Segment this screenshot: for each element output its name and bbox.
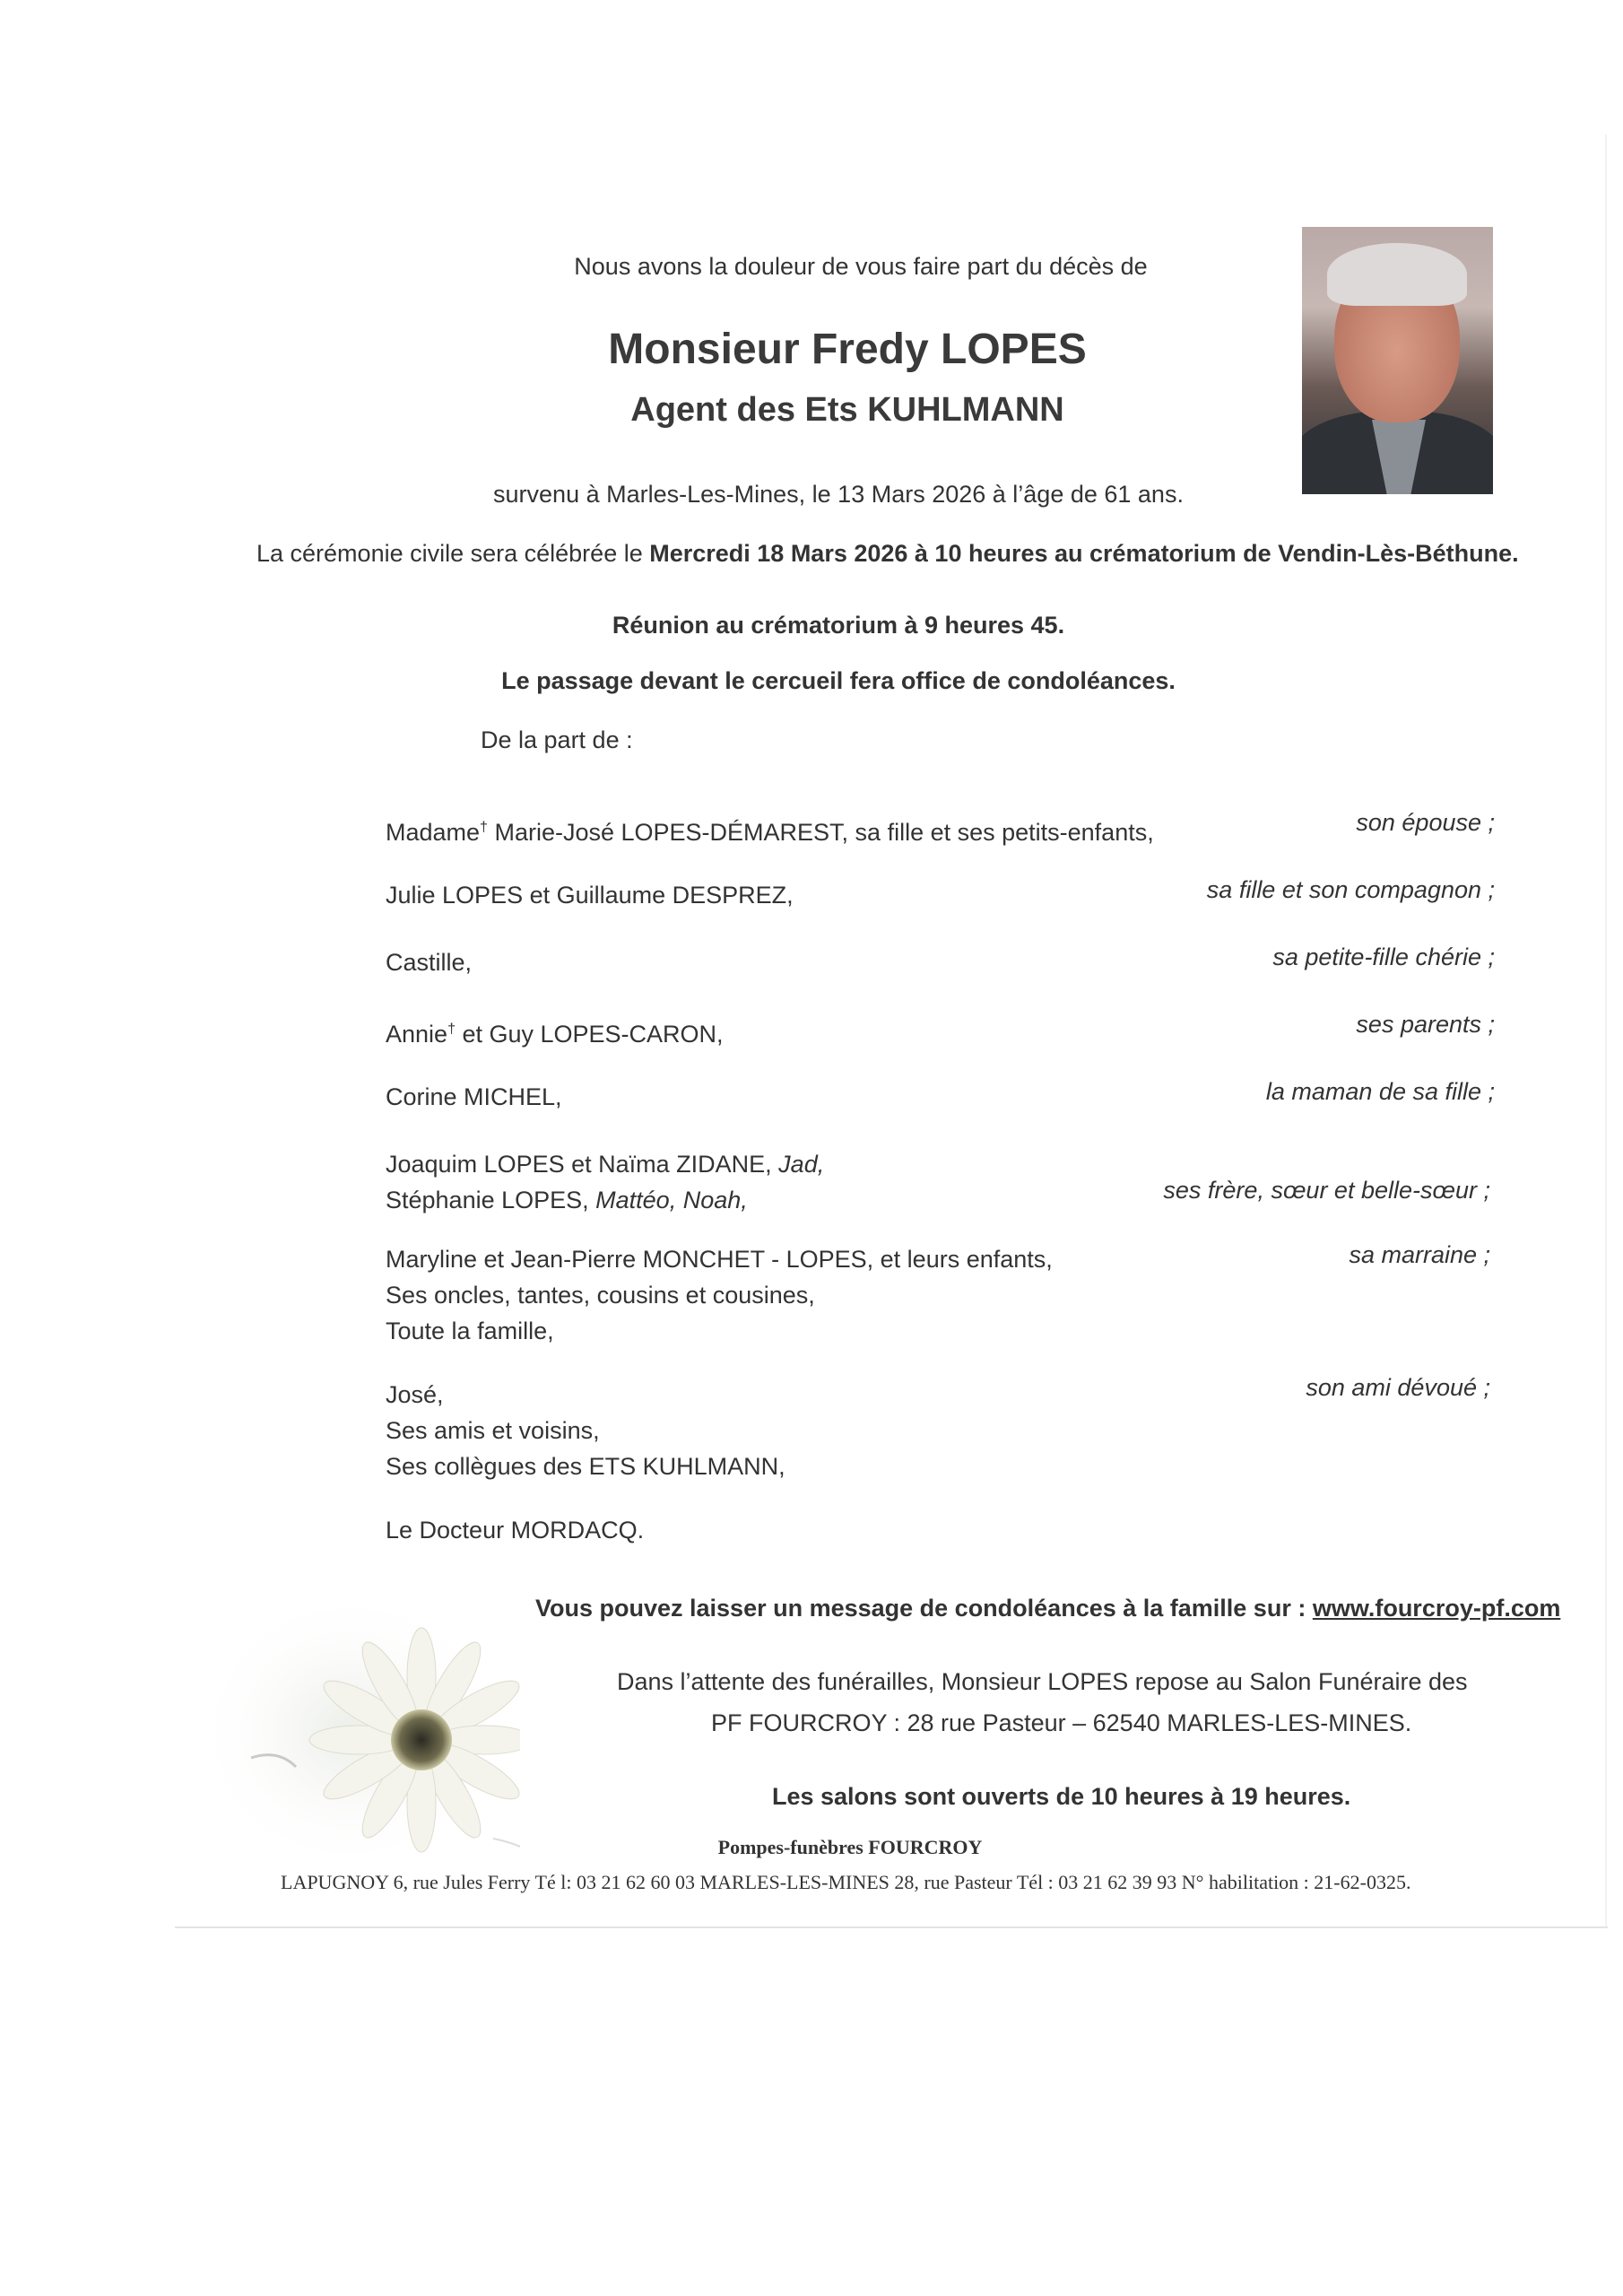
family-row-7a: Maryline et Jean-Pierre MONCHET - LOPES, et leurs enfants, (386, 1246, 1053, 1273)
deceased-job: Agent des Ets KUHLMANN (630, 391, 1064, 429)
family-row-4-pre: Annie (386, 1021, 448, 1048)
family-row-2: Julie LOPES et Guillaume DESPREZ, (386, 882, 794, 909)
family-row-5: Corine MICHEL, (386, 1083, 562, 1110)
family-relation-1: son épouse ; (1356, 809, 1495, 836)
family-relation-6: ses frère, sœur et belle-sœur ; (1163, 1177, 1490, 1204)
cross-mark: † (447, 1022, 456, 1037)
page-bottom-line (175, 1926, 1608, 1928)
family-row-8b: Ses amis et voisins, (386, 1417, 600, 1444)
ceremony-details: Mercredi 18 Mars 2026 à 10 heures au crématorium de Vendin-Lès-Béthune. (649, 540, 1519, 567)
salons-hours: Les salons sont ouverts de 10 heures à 19 heures. (772, 1783, 1351, 1810)
funeral-home-name: Pompes-funèbres FOURCROY (717, 1836, 983, 1858)
family-row-3: Castille, (386, 949, 473, 976)
family-row-6b-italic: Mattéo, Noah, (595, 1187, 748, 1213)
family-row-1 (386, 810, 1154, 850)
condolence-message (535, 1593, 1560, 1623)
family-row-6a-italic: Jad, (778, 1151, 825, 1178)
condolence-link[interactable]: www.fourcroy-pf.com (1312, 1595, 1561, 1622)
family-relation-3: sa petite-fille chérie ; (1272, 944, 1495, 970)
family-relation-5: la maman de sa fille ; (1265, 1078, 1495, 1105)
family-row-7c: Toute la famille, (386, 1318, 554, 1344)
family-relation-8: son ami dévoué ; (1306, 1374, 1490, 1401)
funeral-home-address: LAPUGNOY 6, rue Jules Ferry Té l: 03 21 62 60 03 MARLES-LES-MINES 28, rue Pasteur Tél : 03 21 62 39 93 N° habilitation : 21-62-0325. (281, 1871, 1411, 1893)
family-row-7b: Ses oncles, tantes, cousins et cousines, (386, 1282, 815, 1309)
death-info: survenu à Marles-Les-Mines, le 13 Mars 2026 à l’âge de 61 ans. (493, 481, 1184, 508)
intro-text: Nous avons la douleur de vous faire part du décès de (574, 253, 1148, 280)
condolence-message-text: Vous pouvez laisser un message de condoléances à la famille sur : (535, 1595, 1313, 1622)
meeting-info: Réunion au crématorium à 9 heures 45. (612, 612, 1065, 639)
family-relation-4: ses parents ; (1356, 1011, 1495, 1038)
ceremony-plain: La cérémonie civile sera célébrée le (256, 540, 650, 567)
wait-line-1: Dans l’attente des funérailles, Monsieur LOPES repose au Salon Funéraire des (617, 1668, 1468, 1695)
ceremony-info (256, 538, 1519, 569)
cross-mark: † (480, 820, 488, 835)
passage-info: Le passage devant le cercueil fera office de condoléances. (501, 667, 1176, 694)
family-row-6b (386, 1182, 748, 1218)
family-row-8c: Ses collègues des ETS KUHLMANN, (386, 1453, 785, 1480)
family-row-4 (386, 1012, 724, 1052)
wait-line-2: PF FOURCROY : 28 rue Pasteur – 62540 MARLES-LES-MINES. (711, 1709, 1412, 1736)
family-row-1-post: Marie-José LOPES-DÉMAREST, sa fille et ses petits-enfants, (487, 819, 1154, 846)
portrait-photo-icon (1302, 227, 1493, 494)
family-row-1-pre: Madame (386, 819, 481, 846)
family-row-9: Le Docteur MORDACQ. (386, 1517, 645, 1544)
from-label: De la part de : (481, 726, 633, 753)
family-row-6b-plain: Stéphanie LOPES, (386, 1187, 596, 1213)
family-row-6a (386, 1146, 824, 1182)
deceased-name: Monsieur Fredy LOPES (608, 326, 1087, 373)
family-row-4-post: et Guy LOPES-CARON, (455, 1021, 724, 1048)
family-relation-2: sa fille et son compagnon ; (1206, 876, 1495, 903)
family-row-6a-plain: Joaquim LOPES et Naïma ZIDANE, (386, 1151, 779, 1178)
family-row-8a: José, (386, 1381, 444, 1408)
family-relation-7: sa marraine ; (1349, 1241, 1490, 1268)
